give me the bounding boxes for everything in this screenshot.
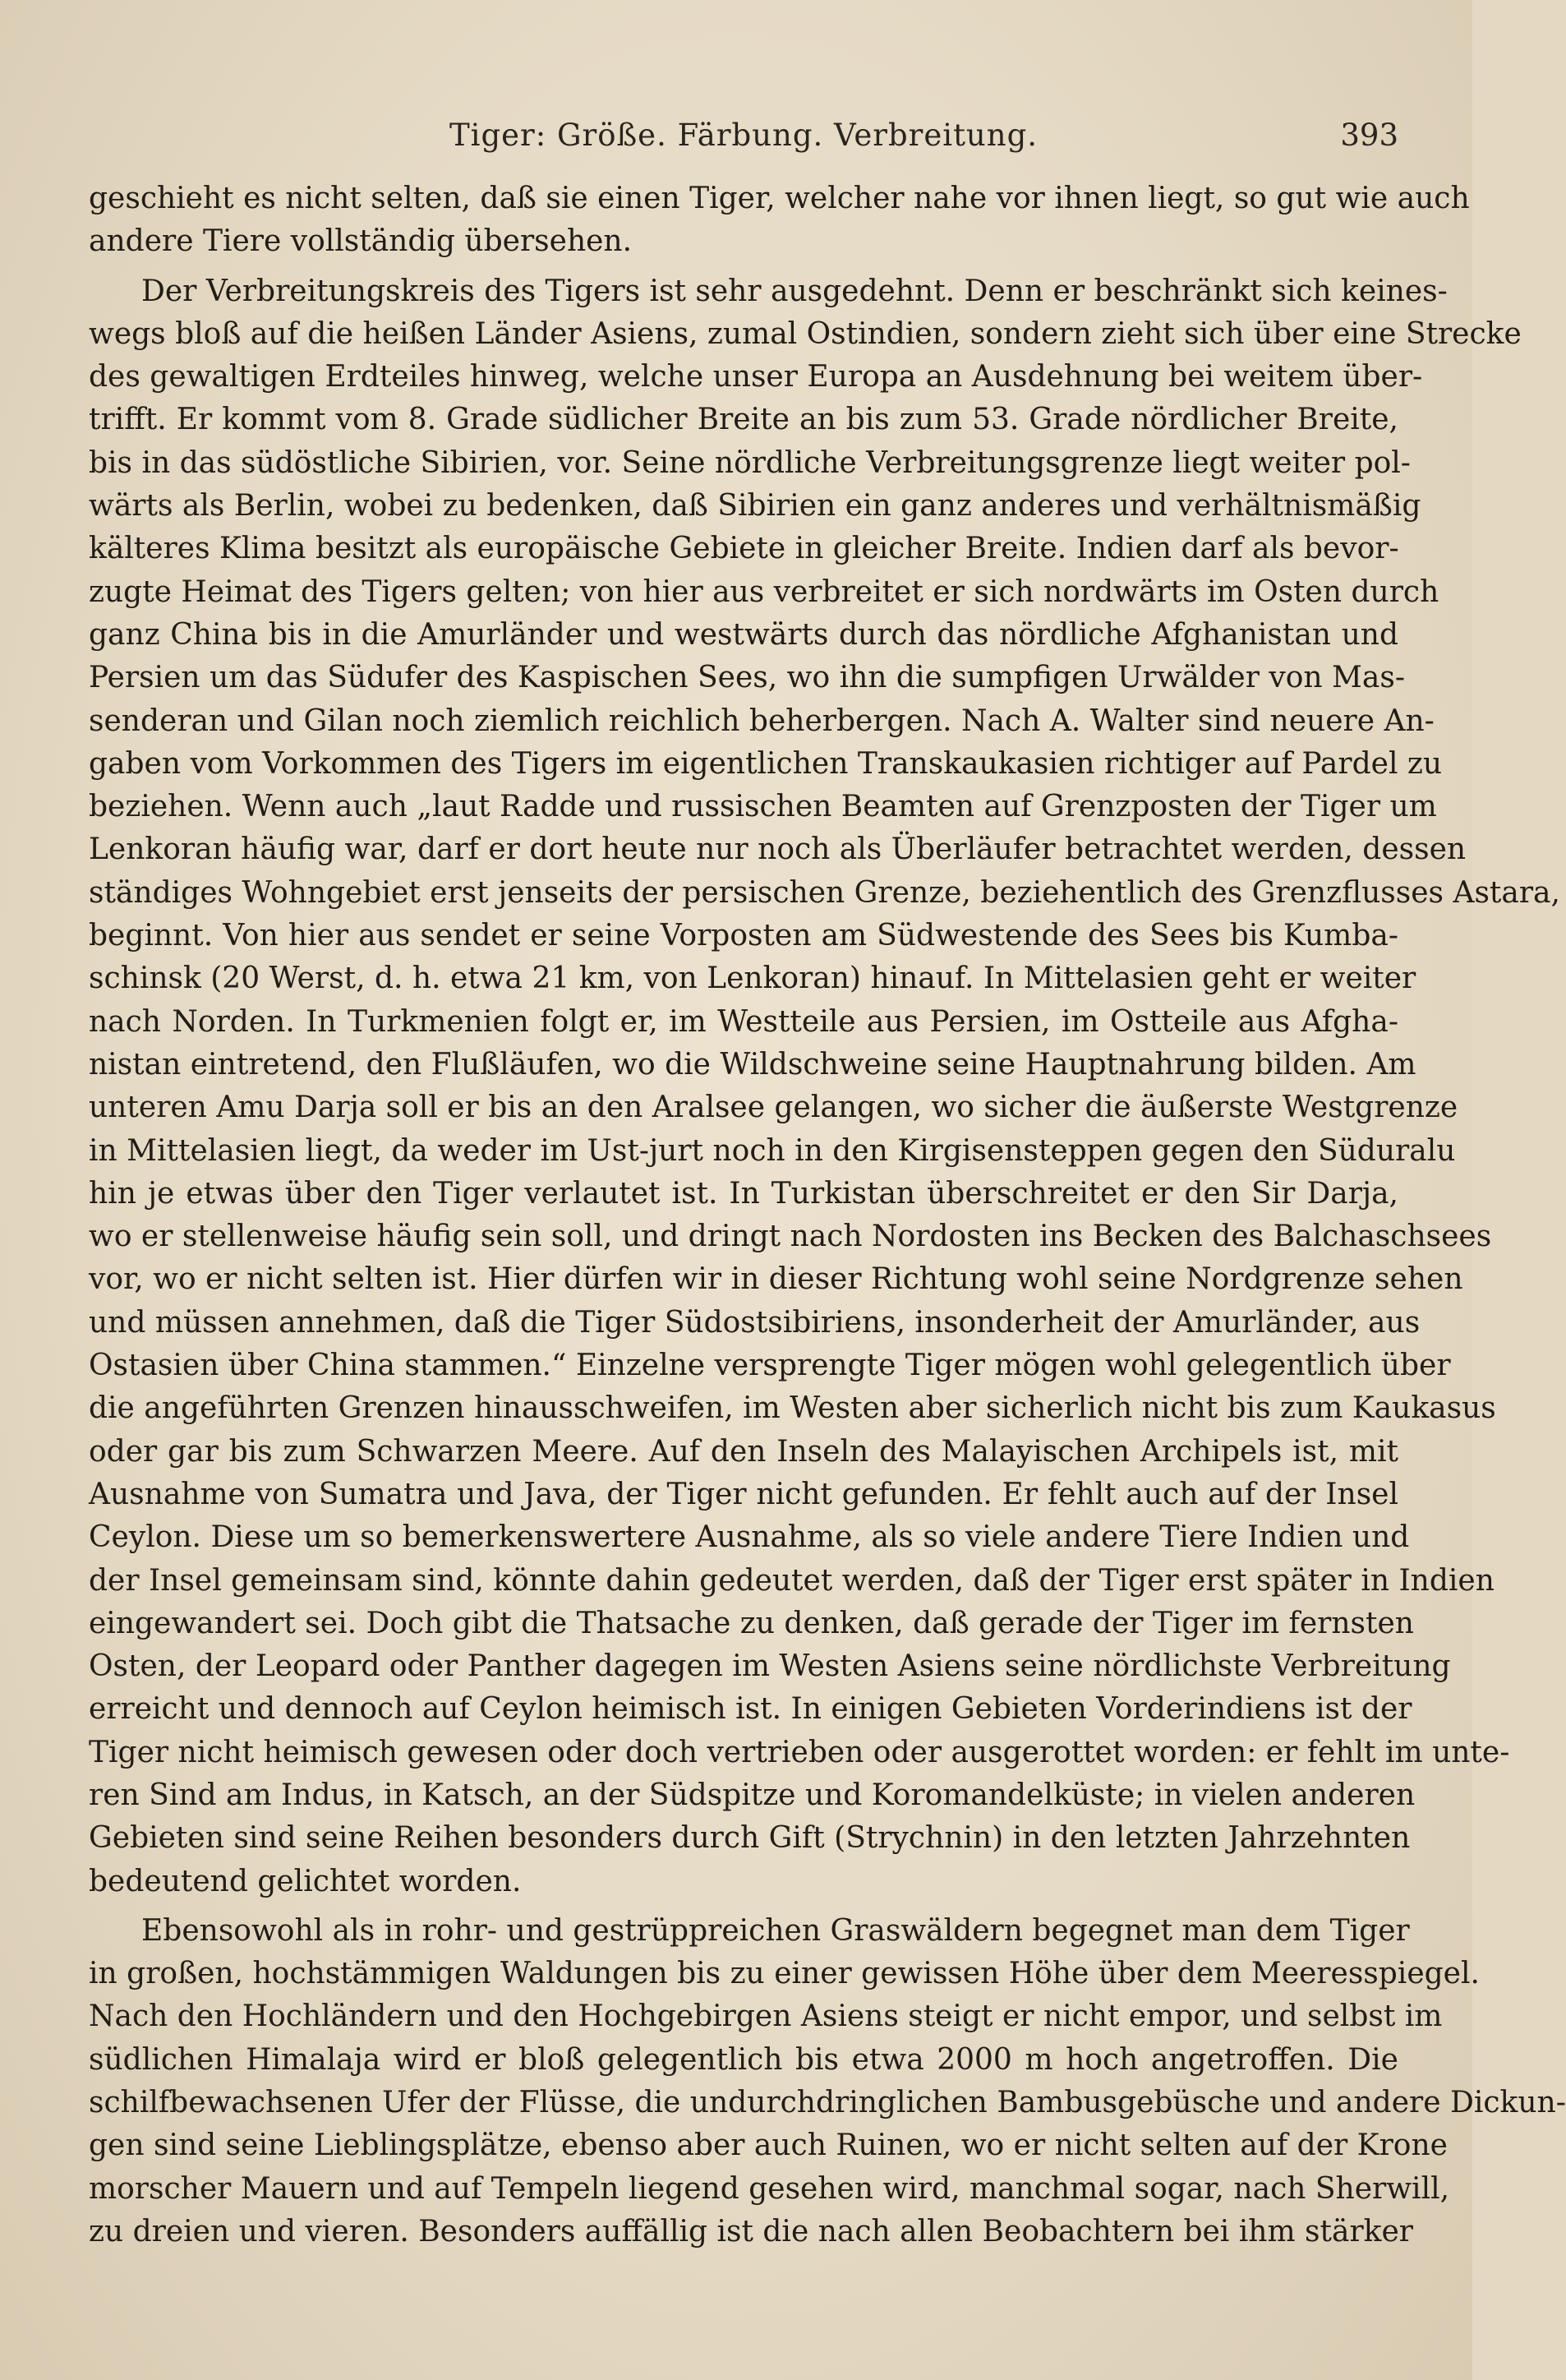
text-line: ren Sind am Indus, in Katsch, an der Südspitze und Koromandelküste; in vielen anderen	[89, 1778, 1416, 1812]
text-line: Tiger nicht heimisch gewesen oder doch vertrieben oder ausgerottet worden: er fehlt im unte-	[89, 1735, 1510, 1769]
text-line: Ebensowohl als in rohr- und gestrüppreichen Graswäldern begegnet man dem Tiger	[141, 1913, 1410, 1948]
text-line: wo er stellenweise häufig sein soll, und dringt nach Nordosten ins Becken des Balchaschsees	[89, 1220, 1492, 1254]
text-line: gaben vom Vorkommen des Tigers im eigentlichen Transkaukasien richtiger auf Pardel zu	[89, 746, 1443, 781]
text-line: der Insel gemeinsam sind, könnte dahin gedeutet werden, daß der Tiger erst später in Indien	[89, 1563, 1495, 1598]
text-line: bis in das südöstliche Sibirien, vor. Seine nördliche Verbreitungsgrenze liegt weiter pol-	[89, 445, 1411, 480]
text-line: andere Tiere vollständig übersehen.	[89, 224, 633, 259]
text-line: zu dreien und vieren. Besonders auffällig ist die nach allen Beobachtern bei ihm stärker	[89, 2214, 1413, 2249]
paragraph	[89, 178, 1470, 264]
text-line: Osten, der Leopard oder Panther dagegen im Westen Asiens seine nördlichste Verbreitung	[89, 1649, 1451, 1684]
text-line: beziehen. Wenn auch „laut Radde und russischen Beamten auf Grenzposten der Tiger um	[89, 790, 1437, 824]
text-line: vor, wo er nicht selten ist. Hier dürfen wir in dieser Richtung wohl seine Nordgrenze sehen	[89, 1262, 1463, 1297]
text-line: oder gar bis zum Schwarzen Meere. Auf den Inseln des Malayischen Archipels ist, mit	[89, 1434, 1398, 1469]
text-line: gen sind seine Lieblingsplätze, ebenso aber auch Ruinen, wo er nicht selten auf der Krone	[89, 2129, 1448, 2163]
text-line: eingewandert sei. Doch gibt die Thatsache zu denken, daß gerade der Tiger im fernsten	[89, 1606, 1414, 1640]
body-text	[89, 178, 1566, 2253]
text-line: bedeutend gelichtet worden.	[89, 1864, 522, 1898]
text-line: trifft. Er kommt vom 8. Grade südlicher Breite an bis zum 53. Grade nördlicher Breite,	[89, 403, 1398, 437]
text-line: kälteres Klima besitzt als europäische Gebiete in gleicher Breite. Indien darf als bevor-	[89, 532, 1399, 566]
text-line: schinsk (20 Werst, d. h. etwa 21 km, von Lenkoran) hinauf. In Mittelasien geht er weiter	[89, 962, 1416, 996]
text-line: des gewaltigen Erdteiles hinweg, welche unser Europa an Ausdehnung bei weitem über-	[89, 360, 1423, 394]
text-line: südlichen Himalaja wird er bloß gelegentlich bis etwa 2000 m hoch angetroffen. Die	[89, 2042, 1398, 2077]
text-line: Nach den Hochländern und den Hochgebirgen Asiens steigt er nicht empor, und selbst im	[89, 1999, 1443, 2034]
page-number: 393	[1340, 118, 1398, 153]
text-line: hin je etwas über den Tiger verlautet ist. In Turkistan überschreitet er den Sir Darja,	[89, 1176, 1398, 1211]
text-line: Persien um das Südufer des Kaspischen Sees, wo ihn die sumpfigen Urwälder von Mas-	[89, 661, 1405, 695]
text-line: Lenkoran häufig war, darf er dort heute nur noch als Überläufer betrachtet werden, dessen	[89, 833, 1467, 867]
text-line: in großen, hochstämmigen Waldungen bis zu einer gewissen Höhe über dem Meeresspiegel.	[89, 1957, 1480, 1991]
text-line: Gebieten sind seine Reihen besonders durch Gift (Strychnin) in den letzten Jahrzehnten	[89, 1821, 1411, 1856]
text-line: Ceylon. Diese um so bemerkenswertere Ausnahme, als so viele andere Tiere Indien und	[89, 1520, 1410, 1555]
text-line: die angeführten Grenzen hinausschweifen, im Westen aber sicherlich nicht bis zum Kaukasus	[89, 1391, 1496, 1426]
text-line: nistan eintretend, den Flußläufen, wo die Wildschweine seine Hauptnahrung bilden. Am	[89, 1047, 1416, 1082]
text-line: nach Norden. In Turkmenien folgt er, im Westteile aus Persien, im Ostteile aus Afgha-	[89, 1004, 1398, 1039]
text-line: Ostasien über China stammen.“ Einzelne versprengte Tiger mögen wohl gelegentlich über	[89, 1349, 1451, 1383]
text-line: unteren Amu Darja soll er bis an den Aralsee gelangen, wo sicher die äußerste Westgrenze	[89, 1091, 1458, 1125]
paragraph	[89, 1910, 1566, 2253]
text-line: geschieht es nicht selten, daß sie einen Tiger, welcher nahe vor ihnen liegt, so gut wie auch	[89, 182, 1470, 215]
text-line: wärts als Berlin, wobei zu bedenken, daß Sibirien ein ganz anderes und verhältnismäßig	[89, 489, 1421, 524]
running-title: Tiger: Größe. Färbung. Verbreitung.	[449, 118, 1039, 153]
text-line: beginnt. Von hier aus sendet er seine Vorposten am Südwestende des Sees bis Kumba-	[89, 919, 1398, 953]
text-line: Ausnahme von Sumatra und Java, der Tiger nicht gefunden. Er fehlt auch auf der Insel	[89, 1477, 1398, 1511]
text-line: erreicht und dennoch auf Ceylon heimisch ist. In einigen Gebieten Vorderindiens ist der	[89, 1692, 1412, 1727]
text-line: Der Verbreitungskreis des Tigers ist sehr ausgedehnt. Denn er beschränkt sich keines-	[141, 274, 1448, 308]
page-header	[89, 107, 1398, 164]
text-line: ständiges Wohngebiet erst jenseits der persischen Grenze, beziehentlich des Grenzflusses Astara,	[89, 875, 1560, 910]
paragraph	[89, 270, 1560, 1903]
text-line: senderan und Gilan noch ziemlich reichlich beherbergen. Nach A. Walter sind neuere An-	[89, 703, 1435, 738]
text-line: wegs bloß auf die heißen Länder Asiens, zumal Ostindien, sondern zieht sich über eine Strecke	[89, 316, 1522, 351]
text-line: und müssen annehmen, daß die Tiger Südostsibiriens, insonderheit der Amurländer, aus	[89, 1305, 1421, 1340]
text-line: ganz China bis in die Amurländer und westwärts durch das nördliche Afghanistan und	[89, 617, 1398, 652]
text-line: morscher Mauern und auf Tempeln liegend gesehen wird, manchmal sogar, nach Sherwill,	[89, 2171, 1450, 2206]
text-line: in Mittelasien liegt, da weder im Ust-jurt noch in den Kirgisensteppen gegen den Süduralu	[89, 1133, 1456, 1168]
text-line: zugte Heimat des Tigers gelten; von hier aus verbreitet er sich nordwärts im Osten durch	[89, 574, 1439, 609]
text-line: schilfbewachsenen Ufer der Flüsse, die undurchdringlichen Bambusgebüsche und andere Dickun-	[89, 2086, 1566, 2120]
